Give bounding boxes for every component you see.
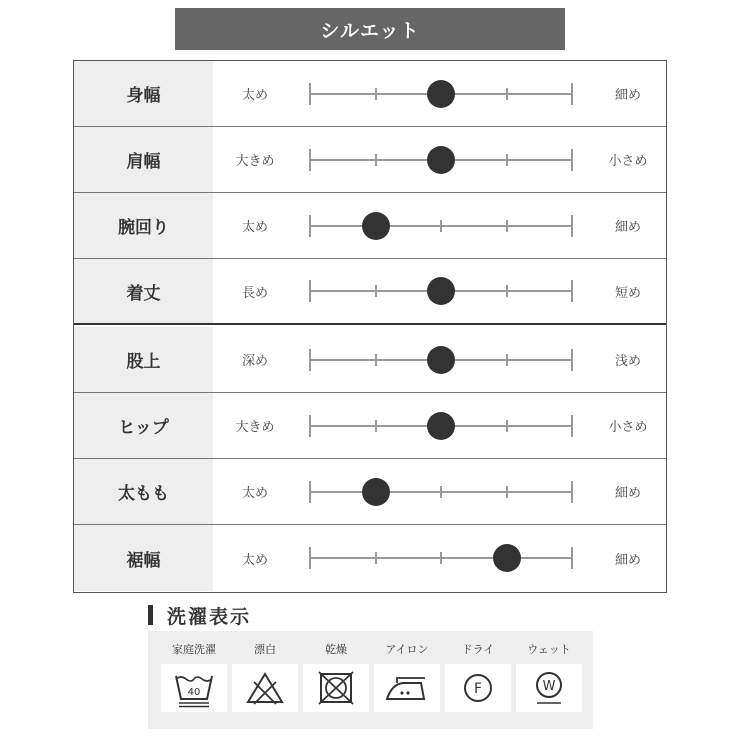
row-label: ヒップ [74,393,213,458]
dry-clean-letter: F [473,681,483,697]
scale-tick [309,83,311,105]
care-item-dry-clean [445,631,511,729]
care-item-bleach [232,631,298,729]
row-label: 身幅 [74,61,213,126]
fit-scale [310,327,572,392]
scale-tick [571,280,573,302]
row-label: 股上 [74,327,213,392]
scale-tick [375,88,377,100]
scale-tick [506,154,508,166]
scale-left-label: 太め [241,88,268,103]
no-tumble-dry-icon [316,669,356,707]
fit-scale [310,459,572,524]
scale-right-label: 細め [614,486,641,501]
care-icon-box [445,664,511,712]
scale-right-label: 小さめ [608,420,648,435]
scale-tick [375,154,377,166]
heading-bar [148,605,153,625]
row-rise [74,327,666,393]
scale-tick [440,552,442,564]
scale-right-label: 短め [614,285,641,301]
care-icon-box [516,664,582,712]
scale-tick [309,280,311,302]
care-icon-box [161,664,227,712]
scale-tick [309,149,311,171]
scale-tick [571,547,573,569]
care-panel [148,631,593,729]
care-label: 漂白 [254,643,276,656]
scale-left-label: 大きめ [235,420,275,435]
scale-left-label: 深め [241,354,268,369]
scale-right-label: 小さめ [608,154,648,169]
scale-tick [309,415,311,437]
care-label: ウェット [527,643,571,656]
care-icon-box [303,664,369,712]
row-body-width [74,61,666,127]
scale-marker [427,80,455,108]
scale-marker [427,146,455,174]
scale-left-label: 大きめ [235,154,275,169]
scale-left-label: 太め [241,552,268,568]
scale-tick [571,83,573,105]
fit-scale [310,259,572,323]
care-icon-box [374,664,440,712]
fit-scale [310,61,572,126]
row-label: 腕回り [74,193,213,258]
scale-left-label: 長め [241,285,268,301]
wash-tub-40-icon [172,668,216,708]
row-label: 裾幅 [74,525,213,591]
scale-tick [571,481,573,503]
wash-temperature: 40 [187,687,201,698]
iron-icon [383,671,431,705]
scale-tick [375,285,377,297]
scale-tick [375,420,377,432]
fit-scale [310,393,572,458]
no-bleach-icon [245,670,285,706]
scale-tick [571,149,573,171]
care-heading-text: 洗濯表示 [167,605,252,628]
scale-tick [571,215,573,237]
care-icon-box [232,664,298,712]
wet-clean-letter: W [542,679,556,694]
scale-right-label: 細め [614,220,641,235]
scale-tick [506,486,508,498]
care-item-home-wash [161,631,227,729]
scale-right-label: 細め [614,88,641,103]
scale-tick [309,215,311,237]
scale-tick [375,354,377,366]
silhouette-table [73,60,667,593]
scale-tick [506,354,508,366]
row-shoulder-width [74,127,666,193]
wet-clean-w-icon [531,668,567,708]
care-label: ドライ [461,643,495,656]
row-label: 太もも [74,459,213,524]
row-arm-circumference [74,193,666,259]
care-heading [148,602,251,628]
scale-left-label: 太め [241,486,268,501]
scale-tick [309,349,311,371]
scale-right-label: 浅め [614,354,641,369]
scale-marker [427,412,455,440]
fit-scale [310,193,572,258]
scale-marker [493,544,521,572]
care-item-iron [374,631,440,729]
row-hip [74,393,666,459]
care-label: 家庭洗濯 [172,643,216,656]
scale-tick [571,415,573,437]
scale-tick [506,220,508,232]
fit-scale [310,525,572,591]
scale-tick [506,88,508,100]
scale-tick [506,285,508,297]
scale-tick [309,547,311,569]
scale-tick [375,552,377,564]
scale-marker [427,346,455,374]
dry-clean-f-icon [460,670,496,706]
row-label: 肩幅 [74,127,213,192]
scale-tick [571,349,573,371]
scale-right-label: 細め [614,552,641,568]
row-label: 着丈 [74,259,213,323]
scale-left-label: 太め [241,220,268,235]
row-length [74,259,666,325]
scale-marker [362,478,390,506]
row-thigh [74,459,666,525]
care-item-dry [303,631,369,729]
care-label: アイロン [385,643,429,656]
scale-tick [506,420,508,432]
scale-tick [309,481,311,503]
care-label: 乾燥 [325,643,347,656]
row-hem-width [74,525,666,591]
scale-tick [440,486,442,498]
fit-scale [310,127,572,192]
care-item-wet-clean [516,631,582,729]
scale-marker [362,212,390,240]
silhouette-title: シルエット [175,8,565,50]
scale-marker [427,277,455,305]
scale-tick [440,220,442,232]
